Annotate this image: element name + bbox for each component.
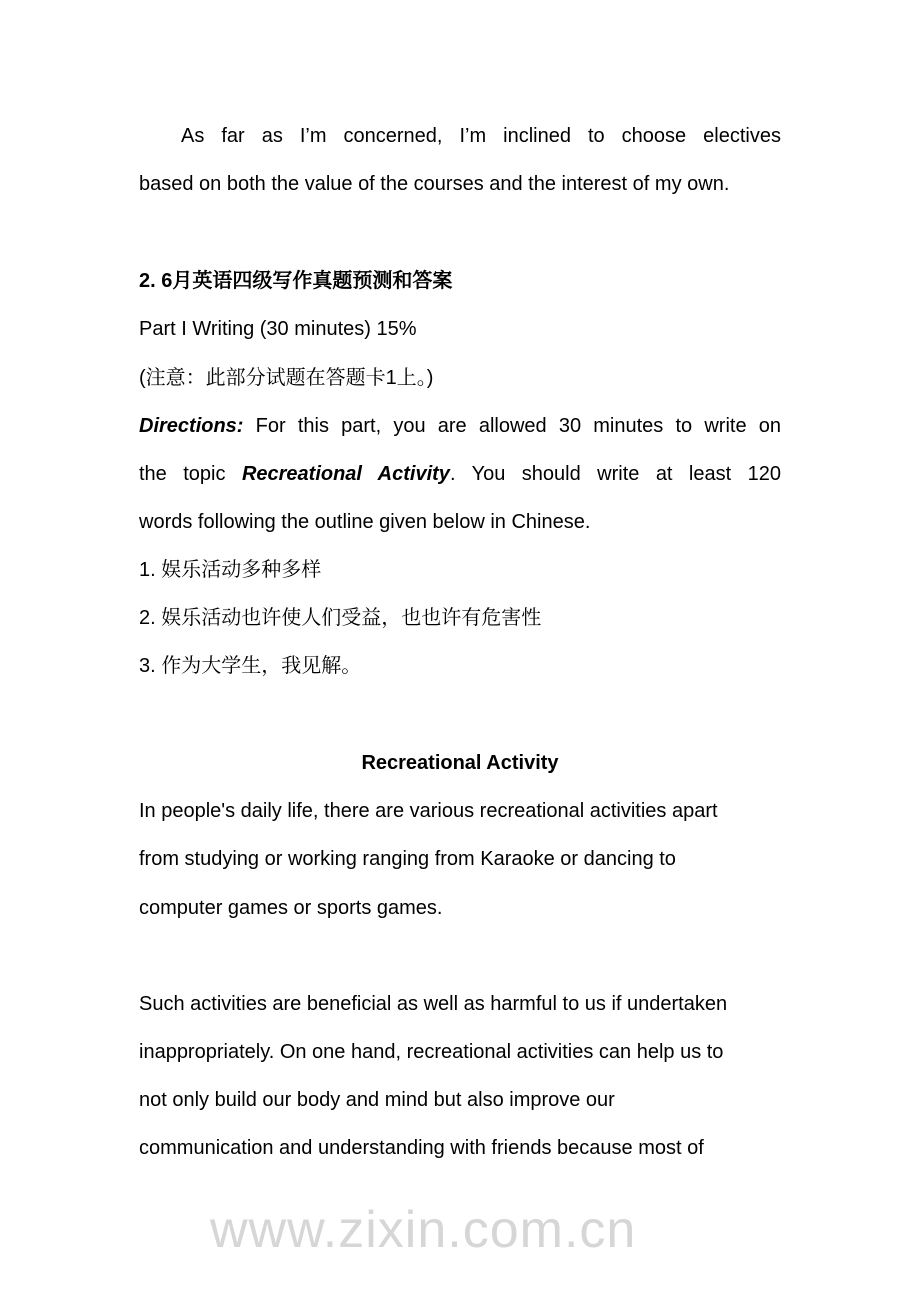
outline-item: 2. 娱乐活动也许使人们受益，也也许有危害性 bbox=[139, 607, 542, 629]
section-heading: 2. 6月英语四级写作真题预测和答案 bbox=[139, 270, 453, 292]
essay-line: computer games or sports games. bbox=[139, 897, 443, 919]
essay-title: Recreational Activity bbox=[361, 752, 559, 774]
directions-text: . You should write at least 120 bbox=[449, 463, 781, 485]
essay-line: In people's daily life, there are various recreational activities apart bbox=[139, 800, 718, 822]
essay-line: not only build our body and mind but also improve our bbox=[139, 1089, 615, 1111]
watermark: www.zixin.com.cn bbox=[210, 1201, 637, 1259]
directions-line bbox=[139, 462, 781, 486]
note: (注意：此部分试题在答题卡1上。) bbox=[139, 367, 434, 389]
topic: Recreational Activity bbox=[241, 463, 450, 485]
outline-item: 1. 娱乐活动多种多样 bbox=[139, 559, 322, 581]
directions-text: the topic bbox=[139, 463, 242, 485]
intro-line: based on both the value of the courses and the interest of my own. bbox=[139, 173, 730, 195]
outline-item: 3. 作为大学生，我见解。 bbox=[139, 655, 362, 677]
essay-line: communication and understanding with friends because most of bbox=[139, 1137, 704, 1159]
intro-line: As far as I’m concerned, I’m inclined to choose electives bbox=[181, 125, 781, 147]
essay-line: from studying or working ranging from Karaoke or dancing to bbox=[139, 848, 676, 870]
directions-line bbox=[139, 414, 781, 438]
directions-text: For this part, you are allowed 30 minutes to write on bbox=[243, 415, 781, 437]
directions-line: words following the outline given below in Chinese. bbox=[139, 511, 591, 533]
directions-label: Directions: bbox=[139, 415, 244, 437]
part-label: Part I Writing (30 minutes) 15% bbox=[139, 318, 417, 340]
essay-line: Such activities are beneficial as well as harmful to us if undertaken bbox=[139, 993, 728, 1015]
essay-line: inappropriately. On one hand, recreational activities can help us to bbox=[139, 1041, 724, 1063]
